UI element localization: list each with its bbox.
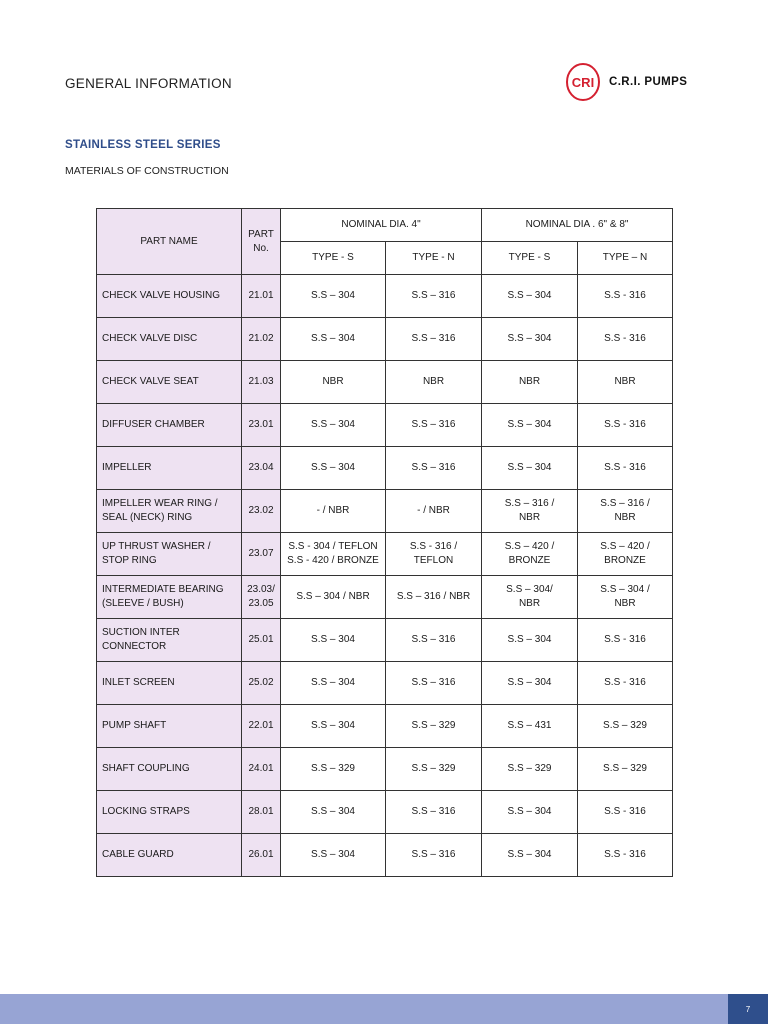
cell-text-line: S.S – 316 /: [504, 498, 555, 509]
cell-part-no: [242, 533, 281, 576]
cell-6-8in-type-n: [578, 791, 673, 834]
footer-bar: [0, 994, 768, 1024]
cell-text-line: S.S – 316: [411, 677, 456, 688]
table-row: [97, 275, 673, 318]
cell-text-line: S.S - 316: [604, 677, 646, 688]
cell-text-line: 21.03: [248, 376, 274, 387]
cell-part-name: [97, 404, 242, 447]
cell-6-8in-type-s: [482, 619, 578, 662]
logo-mark-text: CRI: [571, 75, 595, 90]
cell-part-name: [97, 318, 242, 361]
cell-text-line: 23.05: [248, 598, 274, 609]
cell-4in-type-s: [281, 576, 386, 619]
cell-4in-type-s: [281, 361, 386, 404]
cell-part-name: [97, 834, 242, 877]
cri-logo-mark: [565, 62, 601, 102]
cell-6-8in-type-n: [578, 404, 673, 447]
header-type-n-6-8: TYPE – N: [578, 242, 673, 275]
cell-text-line: NBR: [322, 376, 344, 387]
cell-4in-type-n: [386, 404, 482, 447]
cell-text-line: S.S – 329: [411, 763, 456, 774]
cell-text-line: 23.01: [248, 419, 274, 430]
cell-text-line: BRONZE: [508, 555, 551, 566]
cell-text-line: 21.01: [248, 290, 274, 301]
cell-part-name: [97, 619, 242, 662]
cell-6-8in-type-s: [482, 361, 578, 404]
cell-text-line: S.S – 304: [311, 806, 355, 817]
cell-4in-type-n: [386, 619, 482, 662]
cell-text-line: S.S – 316: [411, 419, 456, 430]
header-part-name: PART NAME: [97, 209, 242, 275]
cell-part-no: [242, 318, 281, 361]
cell-part-name: [97, 361, 242, 404]
section-title: STAINLESS STEEL SERIES: [65, 139, 221, 151]
cell-part-name: [97, 275, 242, 318]
cell-text-line: 22.01: [248, 720, 274, 731]
cell-part-name: [97, 490, 242, 533]
table-row: [97, 576, 673, 619]
cell-6-8in-type-s: [482, 834, 578, 877]
cell-text-line: S.S - 316: [604, 849, 646, 860]
cell-part-no: [242, 576, 281, 619]
table-row: [97, 533, 673, 576]
table-row: [97, 791, 673, 834]
cell-part-name: [97, 791, 242, 834]
cri-logo: [565, 62, 687, 102]
cell-4in-type-n: [386, 361, 482, 404]
cell-text-line: STOP RING: [102, 555, 157, 566]
cell-text-line: S.S – 304: [311, 677, 355, 688]
cell-4in-type-s: [281, 662, 386, 705]
cell-6-8in-type-s: [482, 705, 578, 748]
cell-6-8in-type-n: [578, 619, 673, 662]
cell-part-no: [242, 791, 281, 834]
cell-part-no: [242, 748, 281, 791]
cell-6-8in-type-n: [578, 834, 673, 877]
cell-text-line: - / NBR: [417, 505, 450, 516]
cell-6-8in-type-s: [482, 576, 578, 619]
cell-text-line: IMPELLER WEAR RING /: [102, 498, 218, 509]
table-row: [97, 361, 673, 404]
cell-text-line: 28.01: [248, 806, 274, 817]
cell-4in-type-s: [281, 834, 386, 877]
cell-text-line: (SLEEVE / BUSH): [102, 598, 184, 609]
cell-text-line: S.S – 304/: [506, 584, 553, 595]
table-row: [97, 404, 673, 447]
cell-6-8in-type-s: [482, 275, 578, 318]
cell-part-no: [242, 619, 281, 662]
page-number: 7: [728, 994, 768, 1024]
cell-6-8in-type-n: [578, 533, 673, 576]
cell-text-line: S.S - 316: [604, 806, 646, 817]
cell-part-no: [242, 275, 281, 318]
cell-4in-type-n: [386, 447, 482, 490]
cell-text-line: S.S – 316: [411, 333, 456, 344]
cell-4in-type-n: [386, 275, 482, 318]
cell-part-no: [242, 361, 281, 404]
cell-text-line: S.S - 316: [604, 634, 646, 645]
table-row: [97, 447, 673, 490]
cell-text-line: CHECK VALVE SEAT: [102, 376, 199, 387]
cell-text-line: NBR: [614, 376, 636, 387]
cell-text-line: NBR: [614, 512, 636, 523]
cell-4in-type-s: [281, 447, 386, 490]
cell-text-line: S.S – 316: [411, 290, 456, 301]
cell-6-8in-type-n: [578, 748, 673, 791]
cell-4in-type-n: [386, 318, 482, 361]
cell-4in-type-s: [281, 318, 386, 361]
cell-text-line: S.S – 329: [411, 720, 456, 731]
cell-text-line: S.S – 304: [507, 333, 552, 344]
cell-4in-type-n: [386, 576, 482, 619]
cell-text-line: S.S – 431: [507, 720, 552, 731]
cell-text-line: S.S – 304: [507, 290, 552, 301]
cell-4in-type-n: [386, 533, 482, 576]
cell-text-line: S.S – 316: [411, 806, 456, 817]
cell-6-8in-type-n: [578, 490, 673, 533]
cell-text-line: BRONZE: [604, 555, 646, 566]
cell-text-line: S.S - 316: [604, 290, 646, 301]
cell-text-line: 23.03/: [247, 584, 275, 595]
cell-part-name: [97, 533, 242, 576]
header-type-s-4: TYPE - S: [281, 242, 386, 275]
cell-text-line: CABLE GUARD: [102, 849, 174, 860]
cell-part-name: [97, 705, 242, 748]
cell-text-line: S.S – 316: [411, 849, 456, 860]
cell-text-line: 23.07: [248, 548, 274, 559]
table-row: [97, 705, 673, 748]
table-row: [97, 748, 673, 791]
cell-4in-type-n: [386, 662, 482, 705]
cell-text-line: IMPELLER: [102, 462, 152, 473]
cell-6-8in-type-n: [578, 361, 673, 404]
cell-text-line: S.S – 304: [311, 634, 355, 645]
cell-6-8in-type-s: [482, 791, 578, 834]
cell-text-line: S.S – 329: [311, 763, 355, 774]
cell-text-line: PUMP SHAFT: [102, 720, 167, 731]
cell-text-line: CHECK VALVE HOUSING: [102, 290, 220, 301]
cell-4in-type-n: [386, 705, 482, 748]
table-row: [97, 834, 673, 877]
cell-text-line: LOCKING STRAPS: [102, 806, 190, 817]
cell-4in-type-s: [281, 705, 386, 748]
cell-text-line: S.S – 329: [603, 763, 647, 774]
cell-6-8in-type-n: [578, 705, 673, 748]
cell-text-line: S.S – 304: [311, 333, 355, 344]
cell-text-line: S.S - 420 / BRONZE: [287, 555, 379, 566]
cell-text-line: DIFFUSER CHAMBER: [102, 419, 205, 430]
header-part-no-line-1: PART: [248, 228, 274, 240]
header-type-n-4: TYPE - N: [386, 242, 482, 275]
cell-text-line: S.S – 304: [311, 462, 355, 473]
cell-text-line: S.S – 304: [311, 290, 355, 301]
cell-text-line: S.S – 304: [507, 806, 552, 817]
cell-text-line: S.S – 304: [507, 462, 552, 473]
cell-text-line: - / NBR: [316, 505, 350, 516]
cell-text-line: 26.01: [248, 849, 274, 860]
cell-4in-type-n: [386, 791, 482, 834]
header-nominal-dia-4: NOMINAL DIA. 4": [281, 209, 482, 242]
cell-4in-type-n: [386, 490, 482, 533]
cell-text-line: S.S – 304: [507, 849, 552, 860]
cell-6-8in-type-s: [482, 662, 578, 705]
cell-text-line: S.S - 304 / TEFLON: [288, 541, 378, 552]
cell-text-line: S.S – 304: [311, 849, 355, 860]
cell-part-no: [242, 705, 281, 748]
cell-6-8in-type-s: [482, 447, 578, 490]
table-row: [97, 619, 673, 662]
cell-6-8in-type-s: [482, 490, 578, 533]
cell-text-line: S.S – 304 / NBR: [296, 591, 370, 602]
cell-6-8in-type-n: [578, 318, 673, 361]
cell-text-line: S.S – 304: [507, 419, 552, 430]
cell-4in-type-s: [281, 748, 386, 791]
cell-part-no: [242, 447, 281, 490]
cell-text-line: CONNECTOR: [102, 641, 167, 652]
cell-part-name: [97, 447, 242, 490]
cell-6-8in-type-n: [578, 576, 673, 619]
section-subtitle: MATERIALS OF CONSTRUCTION: [65, 165, 229, 177]
cell-text-line: NBR: [518, 598, 541, 609]
cell-part-name: [97, 662, 242, 705]
cell-text-line: S.S - 316 /: [409, 541, 458, 552]
cell-text-line: SHAFT COUPLING: [102, 763, 190, 774]
header-nominal-dia-6-8: NOMINAL DIA . 6" & 8": [482, 209, 673, 242]
cell-text-line: S.S – 329: [603, 720, 647, 731]
cell-4in-type-s: [281, 619, 386, 662]
cell-text-line: 23.04: [248, 462, 274, 473]
cell-6-8in-type-n: [578, 662, 673, 705]
cell-part-no: [242, 404, 281, 447]
cell-text-line: S.S – 304: [311, 419, 355, 430]
cell-4in-type-s: [281, 275, 386, 318]
cell-text-line: NBR: [518, 376, 541, 387]
cell-4in-type-n: [386, 834, 482, 877]
cell-6-8in-type-n: [578, 275, 673, 318]
cell-text-line: S.S – 316 / NBR: [396, 591, 471, 602]
header-part-no-line-2: No.: [253, 242, 269, 254]
cell-text-line: S.S – 316: [411, 634, 456, 645]
cell-text-line: UP THRUST WASHER /: [102, 541, 211, 552]
cell-text-line: S.S - 316: [604, 419, 646, 430]
cell-text-line: 23.02: [248, 505, 274, 516]
cell-text-line: S.S – 420 /: [600, 541, 650, 552]
cell-part-no: [242, 834, 281, 877]
cell-6-8in-type-s: [482, 748, 578, 791]
table-row: [97, 318, 673, 361]
cell-4in-type-s: [281, 791, 386, 834]
cell-text-line: S.S – 316: [411, 462, 456, 473]
cell-text-line: S.S – 329: [507, 763, 552, 774]
cell-text-line: S.S – 316 /: [600, 498, 650, 509]
cell-6-8in-type-s: [482, 533, 578, 576]
cell-part-no: [242, 490, 281, 533]
header-type-s-6-8: TYPE - S: [482, 242, 578, 275]
cell-4in-type-s: [281, 404, 386, 447]
cell-text-line: S.S – 304: [311, 720, 355, 731]
cell-text-line: INTERMEDIATE BEARING: [102, 584, 224, 595]
cell-6-8in-type-s: [482, 318, 578, 361]
cell-text-line: S.S – 304 /: [600, 584, 650, 595]
cell-4in-type-s: [281, 490, 386, 533]
cell-text-line: NBR: [518, 512, 541, 523]
cell-text-line: NBR: [422, 376, 445, 387]
cell-text-line: S.S – 304: [507, 677, 552, 688]
cell-text-line: SUCTION INTER: [102, 627, 180, 638]
materials-table: [96, 208, 673, 877]
cell-text-line: INLET SCREEN: [102, 677, 175, 688]
table-row: [97, 490, 673, 533]
cell-part-name: [97, 748, 242, 791]
cell-text-line: TEFLON: [413, 555, 454, 566]
cell-text-line: S.S – 304: [507, 634, 552, 645]
cell-text-line: 25.02: [248, 677, 274, 688]
cell-text-line: SEAL (NECK) RING: [102, 512, 193, 523]
cell-part-name: [97, 576, 242, 619]
cell-text-line: 24.01: [248, 763, 274, 774]
brand-name: C.R.I. PUMPS: [609, 76, 688, 88]
cell-6-8in-type-n: [578, 447, 673, 490]
cell-text-line: 25.01: [248, 634, 274, 645]
page-header-title: GENERAL INFORMATION: [65, 76, 232, 91]
cell-text-line: CHECK VALVE DISC: [102, 333, 198, 344]
cell-4in-type-n: [386, 748, 482, 791]
table-row: [97, 662, 673, 705]
cell-text-line: NBR: [614, 598, 636, 609]
cell-text-line: 21.02: [248, 333, 274, 344]
header-part-no: [242, 209, 281, 275]
cell-text-line: S.S – 420 /: [504, 541, 555, 552]
table-header-row-1: [97, 209, 673, 242]
cell-4in-type-s: [281, 533, 386, 576]
cell-text-line: S.S - 316: [604, 333, 646, 344]
cell-text-line: S.S - 316: [604, 462, 646, 473]
cell-6-8in-type-s: [482, 404, 578, 447]
cell-part-no: [242, 662, 281, 705]
